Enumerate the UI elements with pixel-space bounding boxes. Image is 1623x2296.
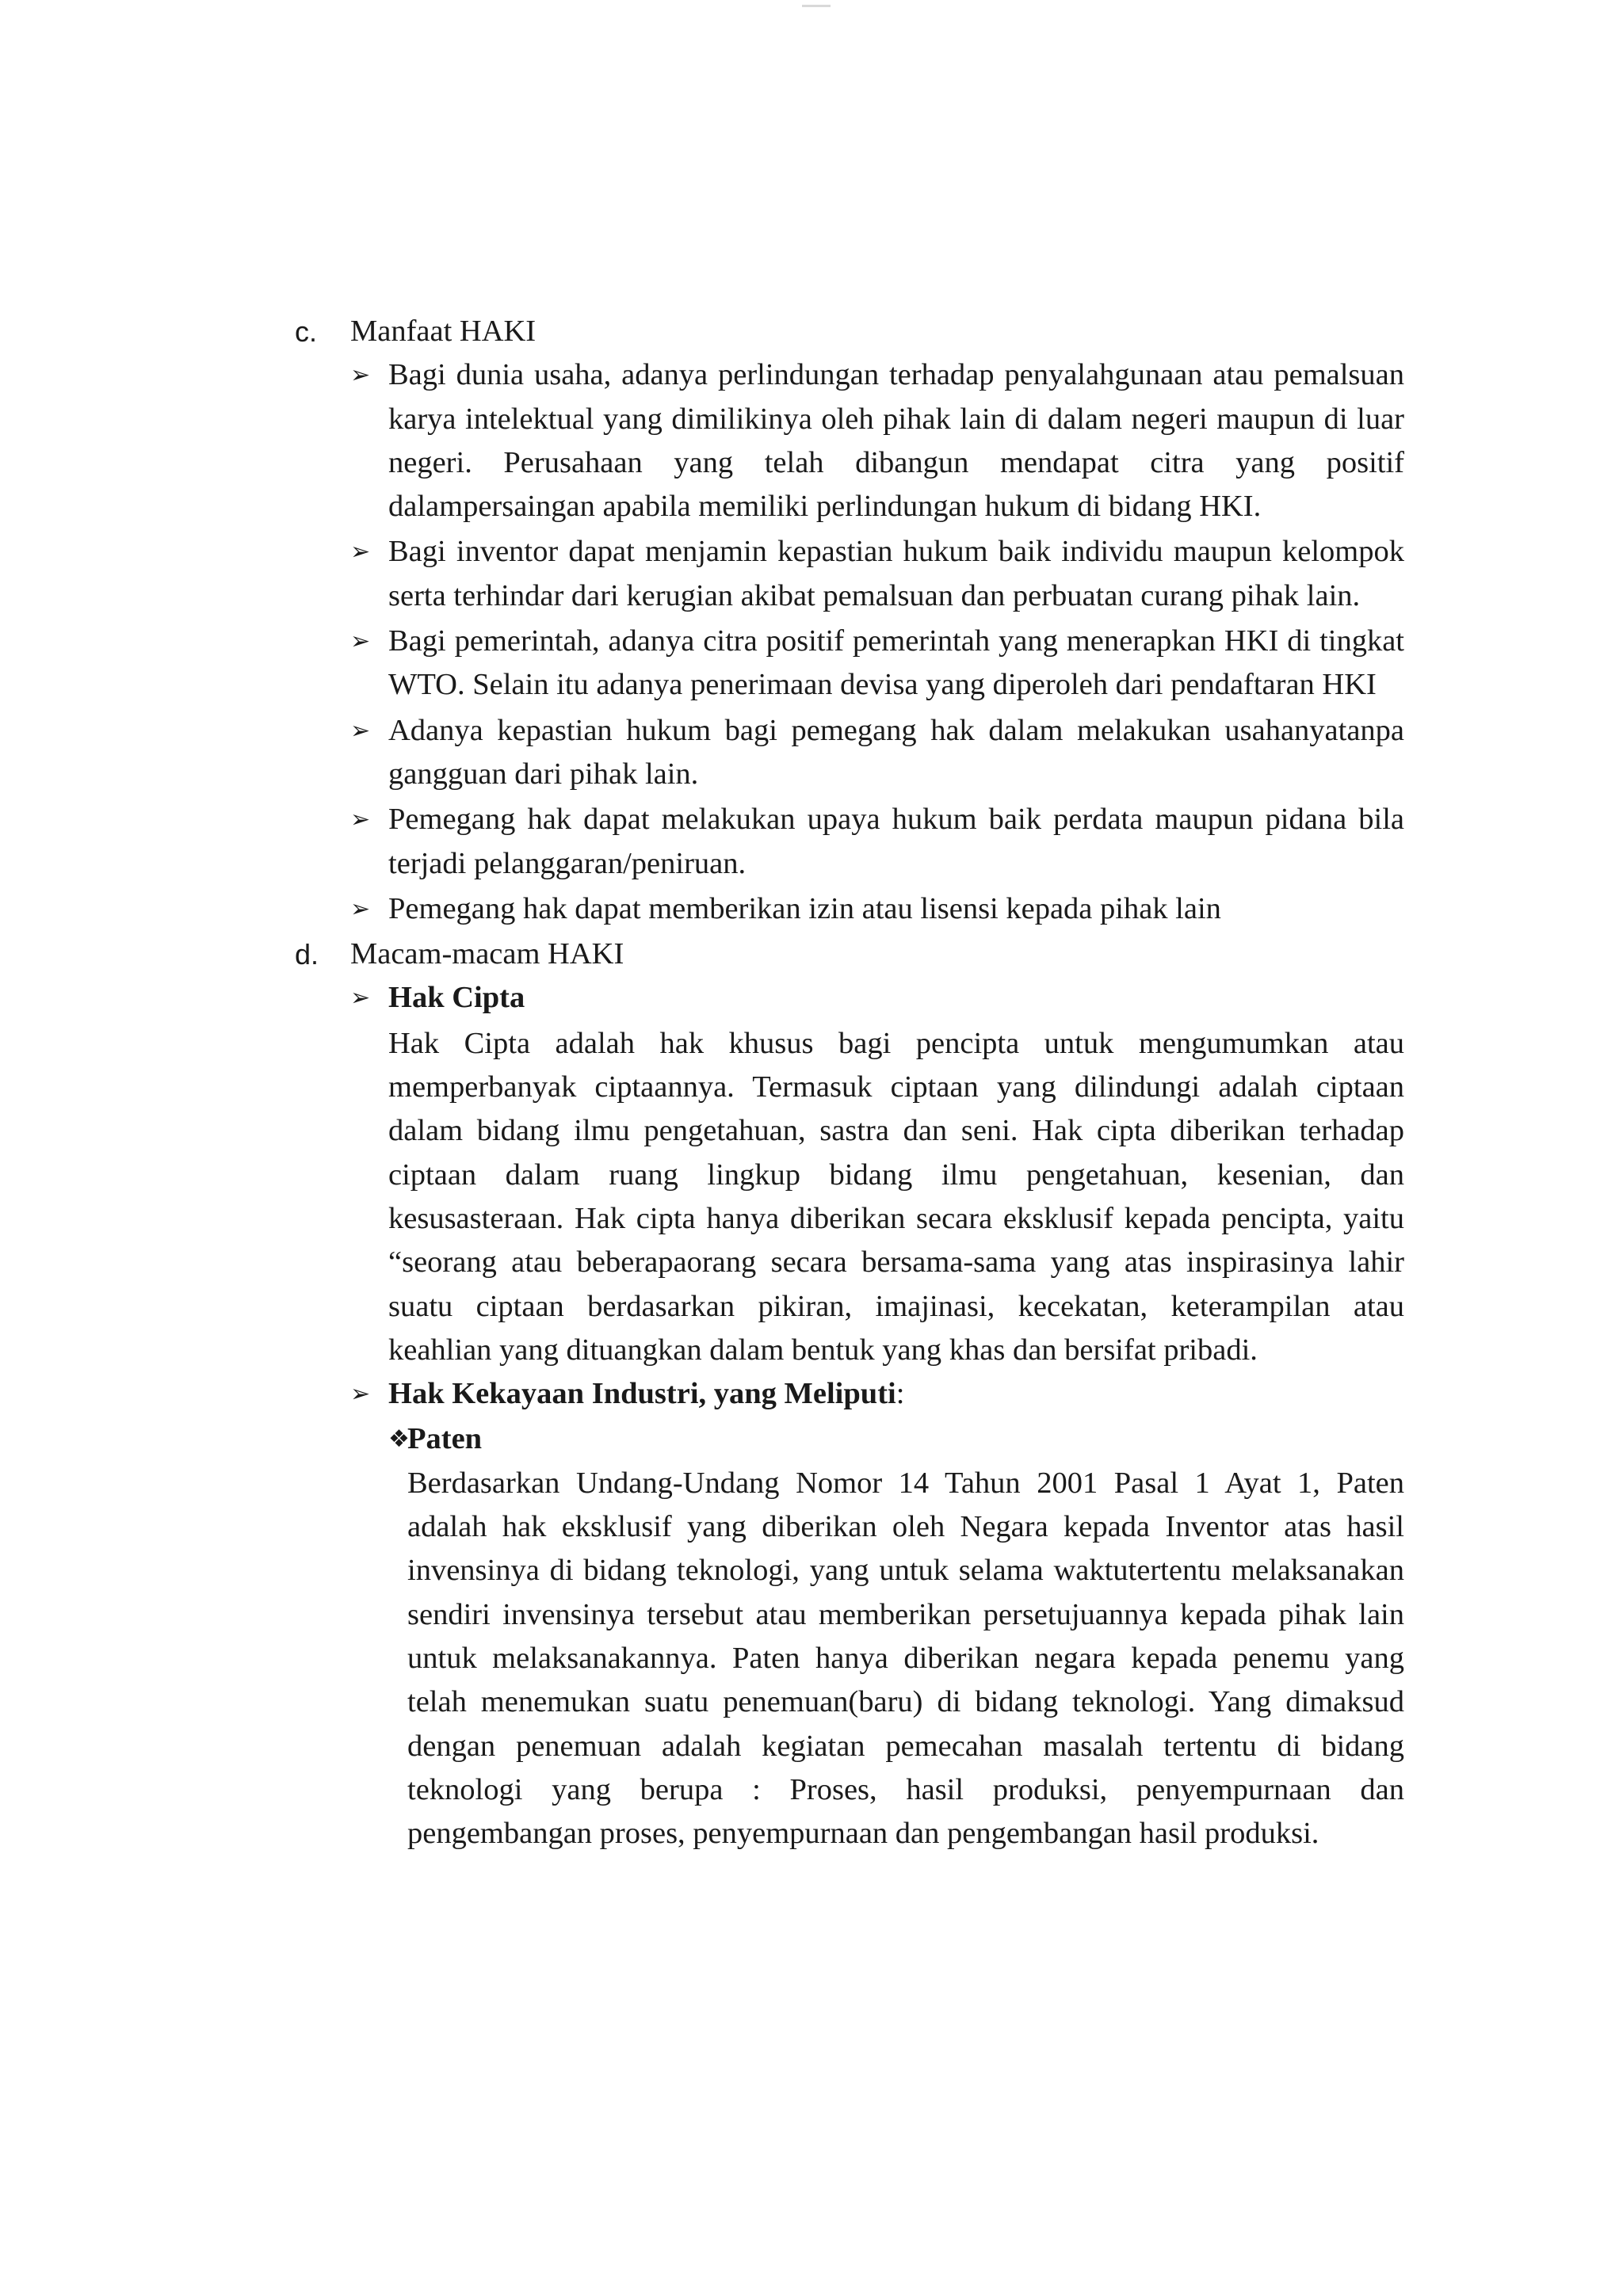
list-item-text: Bagi dunia usaha, adanya perlindungan terhadap penyalahgunaan atau pemalsuan karya intelektual yang dimilikinya oleh pihak lain di dalam negeri maupun di luar negeri. Perusahaan yang telah dibangun mendapat citra yang positif dalampersaingan apabila memiliki perlindungan hukum di bidang HKI. — [388, 358, 1404, 524]
arrow-bullet-icon: ➢ — [350, 627, 371, 656]
list-item — [295, 353, 1404, 528]
document-body — [295, 310, 1404, 1855]
paten-heading — [295, 1417, 1404, 1461]
arrow-bullet-icon: ➢ — [350, 361, 371, 390]
section-macam-haki — [295, 933, 1404, 1855]
arrow-bullet-icon: ➢ — [350, 894, 371, 923]
list-item-text: Adanya kepastian hukum bagi pemegang hak dalam melakukan usahanyatanpa gangguan dari pihak lain. — [388, 713, 1404, 791]
section-letter-c: c. — [295, 315, 318, 348]
list-item — [295, 530, 1404, 618]
list-item — [295, 887, 1404, 931]
hak-cipta-paragraph: Hak Cipta adalah hak khusus bagi pencipta untuk mengumumkan atau memperbanyak ciptaannya. Termasuk ciptaan yang dilindungi adalah ciptaan dalam bidang ilmu pengetahuan, sastra dan seni. Hak cipta diberikan terhadap ciptaan dalam ruang lingkup bidang ilmu pengetahuan, kesenian, dan kesusasteraan. Hak cipta hanya diberikan secara eksklusif kepada pencipta, yaitu “seorang atau beberapaorang secara bersama-sama yang atas inspirasinya lahir suatu ciptaan berdasarkan pikiran, imajinasi, kecekatan, keterampilan atau keahlian yang dituangkan dalam bentuk yang khas dan bersifat pribadi. — [388, 1026, 1404, 1367]
arrow-bullet-icon: ➢ — [350, 984, 371, 1013]
hak-industri-colon: : — [896, 1377, 905, 1411]
paten-paragraph: Berdasarkan Undang-Undang Nomor 14 Tahun 2001 Pasal 1 Ayat 1, Paten adalah hak eksklusif yang diberikan oleh Negara kepada Inventor atas hasil invensinya di bidang teknologi, yang untuk selama waktutertentu melaksanakan sendiri invensinya tersebut atau memberikan persetujuannya kepada pihak lain untuk melaksanakannya. Paten hanya diberikan negara kepada penemu yang telah menemukan suatu penemuan(baru) di bidang teknologi. Yang dimaksud dengan penemuan adalah kegiatan pemecahan masalah tertentu di bidang teknologi yang berupa : Proses, hasil produksi, penyempurnaan dan pengembangan proses, penyempurnaan dan pengembangan hasil produksi. — [407, 1466, 1404, 1851]
section-heading-d — [295, 933, 1404, 976]
list-item — [295, 798, 1404, 886]
paten-title: Paten — [407, 1422, 483, 1456]
section-manfaat-haki — [295, 310, 1404, 931]
list-item — [295, 709, 1404, 797]
list-item-text: Pemegang hak dapat memberikan izin atau lisensi kepada pihak lain — [388, 891, 1221, 925]
section-title-c: Manfaat HAKI — [350, 315, 537, 348]
section-title-d: Macam-macam HAKI — [350, 937, 624, 971]
arrow-bullet-icon: ➢ — [350, 806, 371, 834]
arrow-bullet-icon: ➢ — [350, 538, 371, 566]
list-item-text: Bagi pemerintah, adanya citra positif pemerintah yang menerapkan HKI di tingkat WTO. Selain itu adanya penerimaan devisa yang diperoleh dari pendaftaran HKI — [388, 624, 1404, 702]
manfaat-list — [295, 353, 1404, 931]
section-letter-d: d. — [295, 938, 319, 971]
list-item — [295, 620, 1404, 707]
list-item-text: Bagi inventor dapat menjamin kepastian hukum baik individu maupun kelompok serta terhindar dari kerugian akibat pemalsuan dan perbuatan curang pihak lain. — [388, 535, 1404, 612]
header-mark — [802, 5, 831, 7]
diamond-bullet-icon: ❖ — [388, 1425, 410, 1454]
hak-cipta-title: Hak Cipta — [388, 981, 525, 1015]
hak-industri-title: Hak Kekayaan Industri, yang Meliputi — [388, 1377, 896, 1411]
section-heading-c — [295, 310, 1404, 353]
hak-industri-heading — [295, 1372, 1404, 1416]
arrow-bullet-icon: ➢ — [350, 1380, 371, 1409]
list-item-text: Pemegang hak dapat melakukan upaya hukum baik perdata maupun pidana bila terjadi pelanggaran/peniruan. — [388, 803, 1404, 880]
arrow-bullet-icon: ➢ — [350, 716, 371, 745]
hak-cipta-heading — [295, 976, 1404, 1020]
